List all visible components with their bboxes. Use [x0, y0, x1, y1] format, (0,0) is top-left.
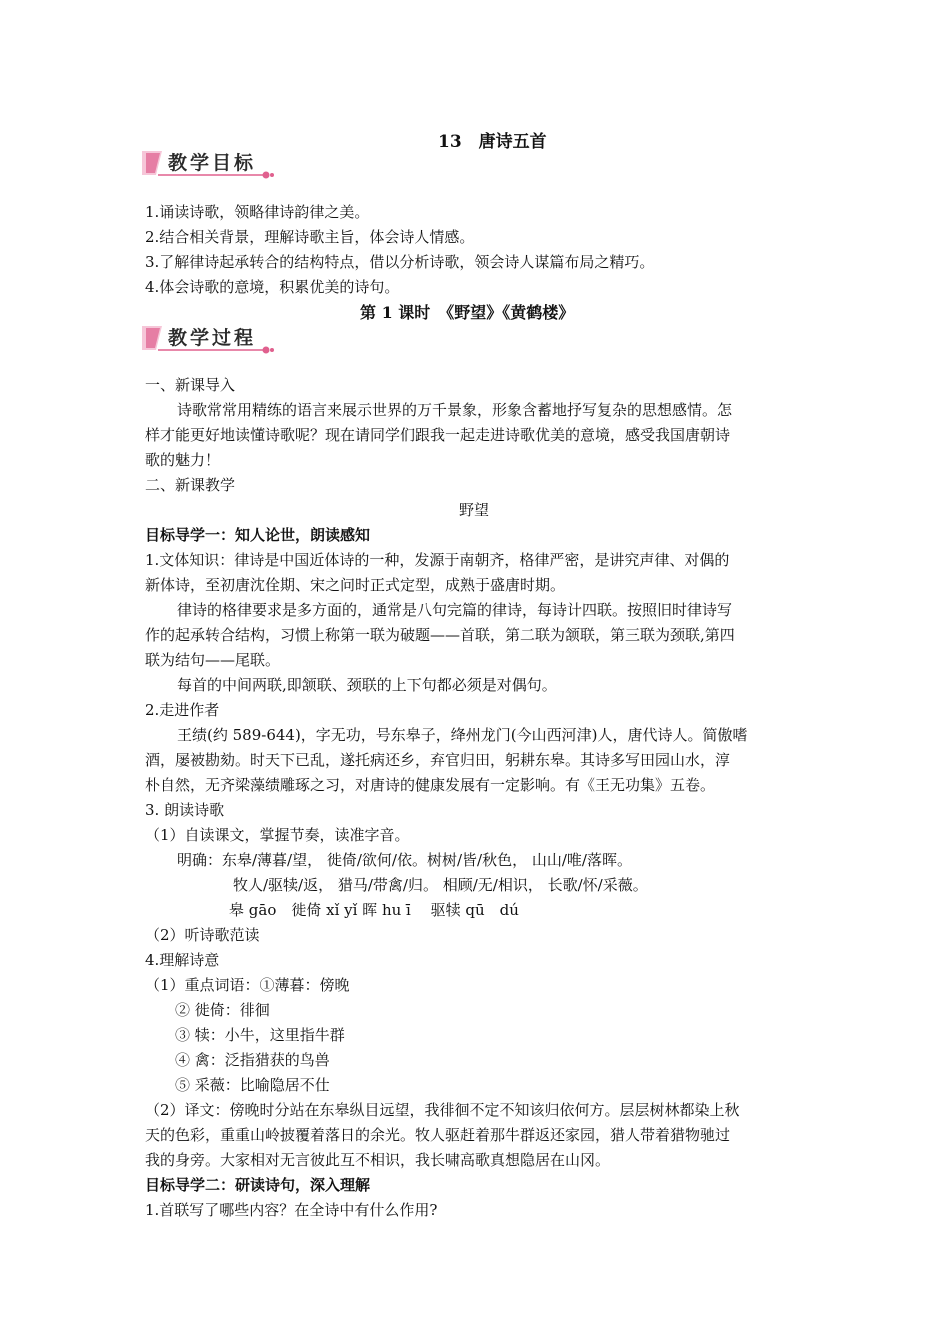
paragraph-line: 样才能更好地读懂诗歌呢？现在请同学们跟我一起走进诗歌优美的意境，感受我国唐朝诗	[145, 426, 731, 444]
banner-teaching-goals	[140, 145, 280, 181]
paragraph-line: 新体诗，至初唐沈佺期、宋之问时正式定型，成熟于盛唐时期。	[145, 576, 566, 594]
goal-heading: 目标导学二：研读诗句，深入理解	[145, 1176, 371, 1194]
goal-heading: 目标导学一：知人论世，朗读感知	[145, 526, 371, 544]
section-heading: 一、新课导入	[145, 376, 236, 394]
lesson-title: 第 1 课时 《野望》《黄鹤楼》	[360, 303, 575, 322]
question-line: 1.首联写了哪些内容？在全诗中有什么作用?	[145, 1201, 438, 1219]
paragraph-line: 我的身旁。大家相对无言彼此互不相识，我长啸高歌真想隐居在山冈。	[145, 1151, 611, 1169]
paragraph-line: 诗歌常常用精练的语言来展示世界的万千景象，形象含蓄地抒写复杂的思想感情。怎	[177, 401, 733, 419]
paragraph-line: （1）自读课文，掌握节奏，读准字音。	[145, 826, 410, 844]
page-title: 13 唐诗五首	[438, 132, 547, 152]
goal-item: 1.诵读诗歌，领略律诗韵律之美。	[145, 203, 370, 221]
paragraph-line: 天的色彩，重重山岭披覆着落日的余光。牧人驱赶着那牛群返还家园，猎人带着猎物驰过	[145, 1126, 731, 1144]
section-heading: 二、新课教学	[145, 476, 236, 494]
vocab-item: ③ 犊：小牛，这里指牛群	[175, 1026, 345, 1044]
poem-title: 野望	[459, 501, 490, 519]
paragraph-line: （2）译文：傍晚时分站在东皋纵目远望，我徘徊不定不知该归依何方。层层树林都染上秋	[145, 1101, 740, 1119]
paragraph-line: 律诗的格律要求是多方面的，通常是八句完篇的律诗，每诗计四联。按照旧时律诗写	[177, 601, 733, 619]
paragraph-line: 朴自然，无齐梁藻绩雕琢之习，对唐诗的健康发展有一定影响。有《王无功集》五卷。	[145, 776, 716, 794]
vocab-item: ⑤ 采薇：比喻隐居不仕	[175, 1076, 330, 1094]
goal-item: 3.了解律诗起承转合的结构特点，借以分析诗歌，领会诗人谋篇布局之精巧。	[145, 253, 655, 271]
banner-teaching-process	[140, 320, 280, 356]
paragraph-line: 1.文体知识：律诗是中国近体诗的一种，发源于南朝齐，格律严密，是讲究声律、对偶的	[145, 551, 730, 569]
paragraph-line: 作的起承转合结构，习惯上称第一联为破题——首联，第二联为颔联，第三联为颈联,第四	[145, 626, 735, 644]
vocab-item: ④ 禽：泛指猎获的鸟兽	[175, 1051, 330, 1069]
vocab-item: ② 徙倚：徘徊	[175, 1001, 270, 1019]
goal-item: 2.结合相关背景，理解诗歌主旨，体会诗人情感。	[145, 228, 475, 246]
subsection-heading: 3. 朗读诗歌	[145, 801, 225, 819]
paragraph-line: 歌的魅力！	[145, 451, 221, 469]
paragraph-line: （1）重点词语：①薄暮：傍晚	[145, 976, 350, 994]
paragraph-line: 明确：东皋/薄暮/望， 徙倚/欲何/依。树树/皆/秋色， 山山/唯/落晖。	[177, 851, 632, 869]
subsection-heading: 4.理解诗意	[145, 951, 220, 969]
paragraph-line: 联为结句——尾联。	[145, 651, 281, 669]
goal-item: 4.体会诗歌的意境，积累优美的诗句。	[145, 278, 400, 296]
subsection-heading: 2.走进作者	[145, 701, 220, 719]
pinyin-line: 皋 gāo 徙倚 xǐ yǐ 晖 hu ī 驱犊 qū dú	[229, 901, 519, 919]
banner-label: 教学目标	[168, 152, 257, 174]
paragraph-line: 酒，屡被勘劾。时天下已乱，遂托病还乡，弃官归田，躬耕东皋。其诗多写田园山水，淳	[145, 751, 731, 769]
paragraph-line: 牧人/驱犊/返， 猎马/带禽/归。 相顾/无/相识， 长歌/怀/采薇。	[233, 876, 648, 894]
paragraph-line: 每首的中间两联,即颔联、颈联的上下句都必须是对偶句。	[177, 676, 557, 694]
paragraph-line: （2）听诗歌范读	[145, 926, 260, 944]
banner-label: 教学过程	[168, 327, 257, 349]
paragraph-line: 王绩(约 589-644)，字无功，号东皋子，绛州龙门(今山西河津)人，唐代诗人。简傲嗜	[177, 726, 748, 744]
